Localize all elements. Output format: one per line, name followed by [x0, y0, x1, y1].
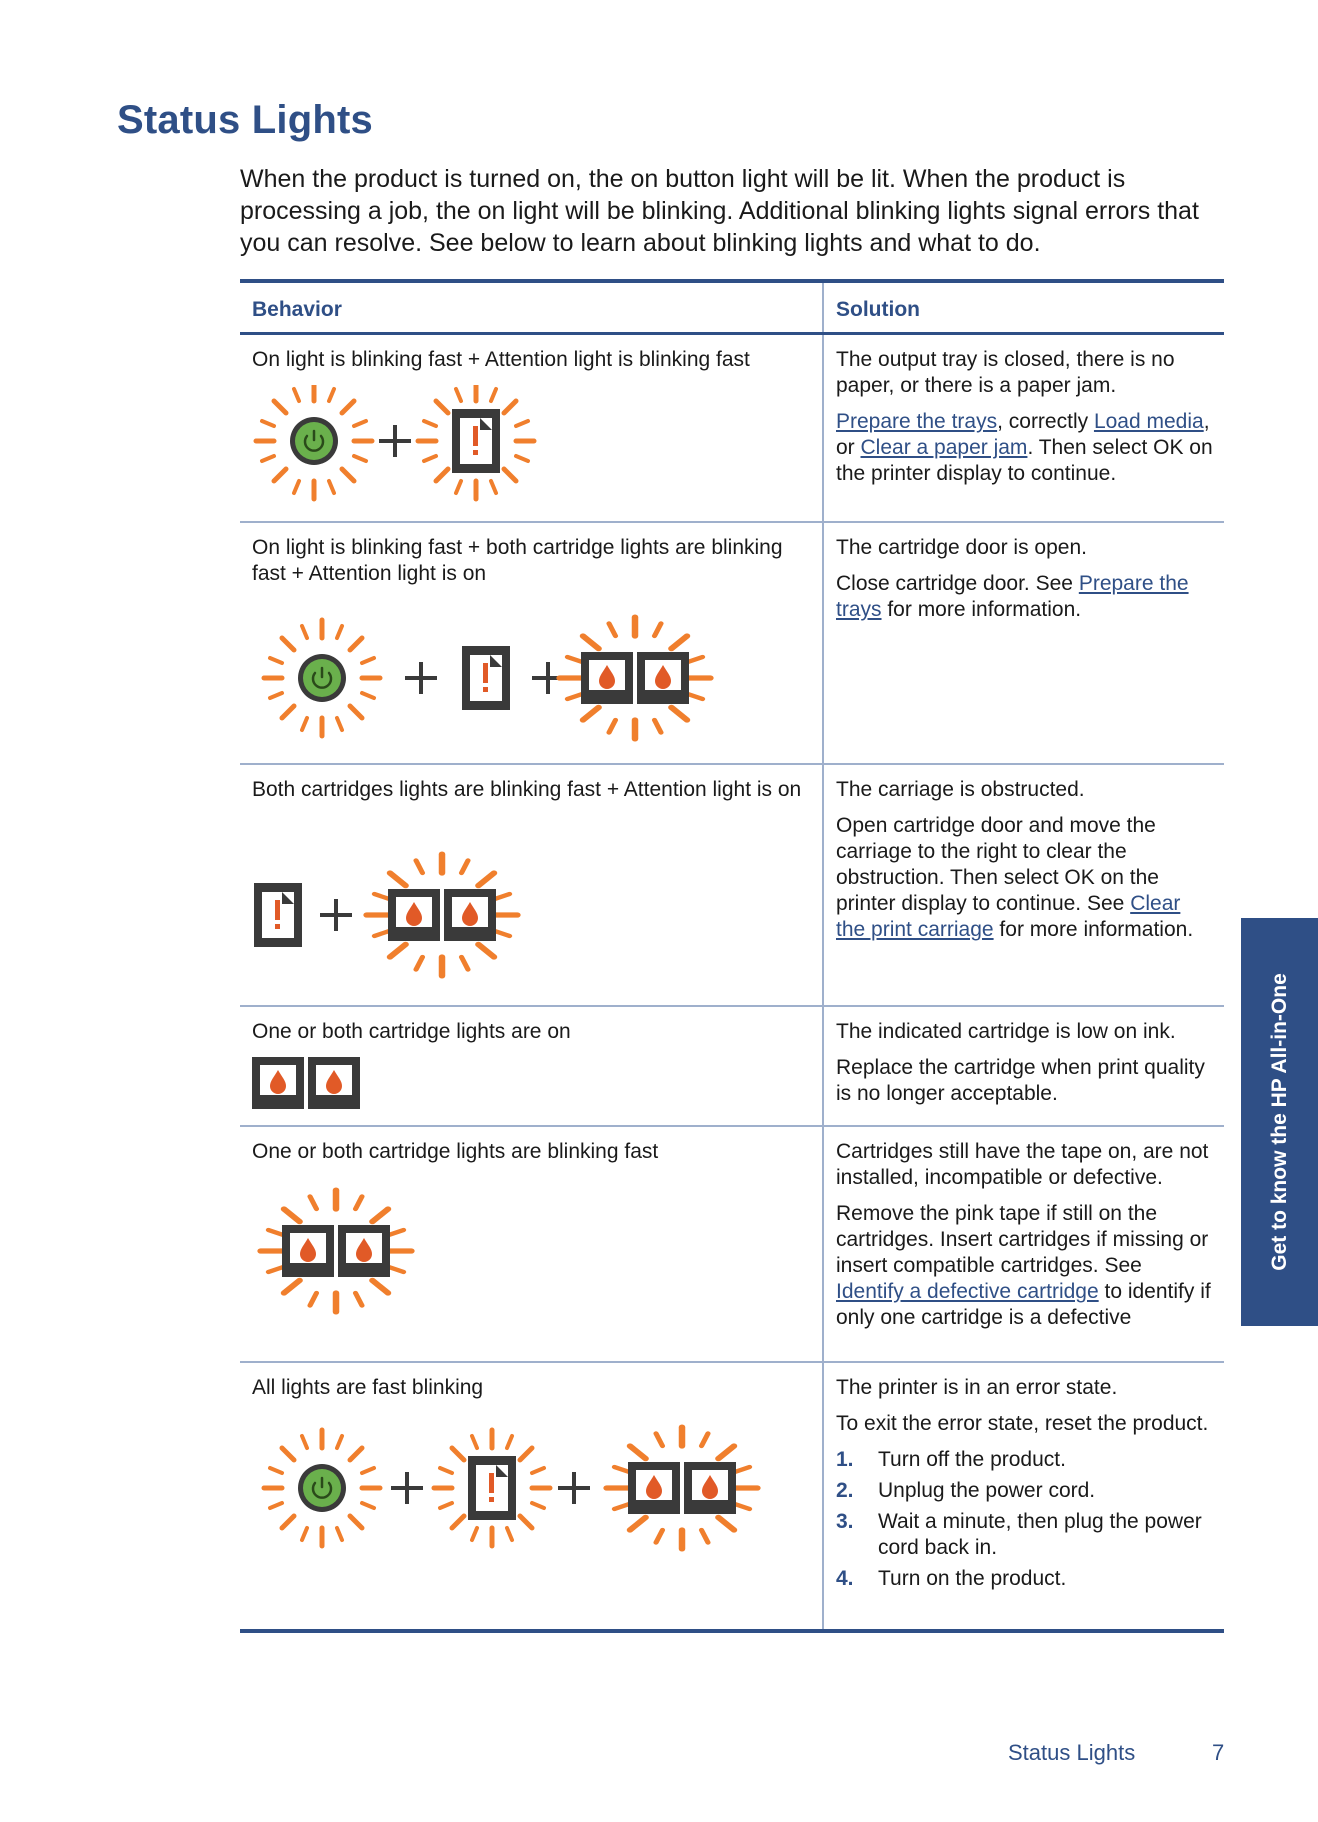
behavior-column-header: Behavior: [240, 283, 824, 332]
on-button-light-icon: [256, 385, 372, 499]
table-row: [240, 523, 1224, 765]
behavior-text: One or both cartridge lights are on: [252, 1020, 571, 1043]
reset-steps-list: [836, 1447, 1214, 1592]
solution-cell: [824, 1127, 1224, 1361]
light-icons: [252, 603, 772, 753]
attention-light-icon: [462, 646, 510, 710]
solution-text: To exit the error state, reset the product.: [836, 1412, 1209, 1435]
solution-cell: [824, 1007, 1224, 1125]
behavior-text: Both cartridges lights are blinking fast + Attention light is on: [252, 778, 802, 801]
cartridge-light-icon: [308, 1057, 360, 1109]
cartridge-lights-icon: [560, 617, 711, 739]
solution-column-header: Solution: [836, 298, 920, 321]
solution-cell: [824, 1363, 1224, 1629]
solution-text: Replace the cartridge when print quality is no longer acceptable.: [836, 1056, 1205, 1105]
solution-links-text: Open cartridge door and move the carriage to the right to clear the obstruction. Then select OK on the printer display to continue. See Clear the print carriage for more information.: [836, 814, 1194, 941]
behavior-text: One or both cartridge lights are blinking fast: [252, 1140, 659, 1163]
load-media-link[interactable]: Load media: [1093, 410, 1204, 433]
chapter-side-tab: [1241, 918, 1318, 1326]
solution-cell: [824, 765, 1224, 1005]
table-row: [240, 1363, 1224, 1629]
status-lights-table: [240, 279, 1224, 1633]
behavior-cell: [240, 1363, 824, 1629]
solution-text: Cartridges still have the tape on, are not installed, incompatible or defective.: [836, 1140, 1209, 1189]
table-row: [240, 765, 1224, 1007]
solution-text: The printer is in an error state.: [836, 1376, 1118, 1399]
solution-text: The indicated cartridge is low on ink.: [836, 1020, 1176, 1043]
behavior-text: On light is blinking fast + Attention light is blinking fast: [252, 348, 750, 371]
cartridge-lights-icon: [261, 1190, 412, 1312]
table-header: [240, 283, 1224, 335]
on-button-light-icon: [264, 620, 380, 736]
solution-text: The cartridge door is open.: [836, 536, 1087, 559]
list-item: 4. Turn on the product.: [836, 1567, 1067, 1590]
prepare-trays-link[interactable]: Prepare the trays: [836, 410, 998, 433]
behavior-cell: [240, 523, 824, 763]
footer-section-title: Status Lights: [1008, 1740, 1136, 1765]
plus-icon: [405, 662, 437, 694]
table-row: [240, 1007, 1224, 1127]
table-row: [240, 335, 1224, 523]
behavior-cell: [240, 765, 824, 1005]
solution-text: The output tray is closed, there is no paper, or there is a paper jam.: [836, 348, 1175, 397]
chapter-side-tab-label: Get to know the HP All-in-One: [1267, 973, 1291, 1271]
attention-light-icon: [254, 883, 302, 947]
cartridge-lights-icon: [367, 854, 518, 976]
light-icons: [252, 837, 552, 987]
identify-defective-cartridge-link[interactable]: Identify a defective cartridge: [836, 1280, 1099, 1303]
list-item: 1. Turn off the product.: [836, 1448, 1066, 1471]
solution-links-text: Prepare the trays, correctly Load media, or Clear a paper jam. Then select OK on the printer display to continue.: [836, 410, 1213, 485]
on-button-light-icon: [264, 1430, 380, 1546]
list-item: 3. Wait a minute, then plug the power cord back in.: [836, 1510, 1202, 1559]
clear-print-carriage-link[interactable]: Clear the print carriage: [836, 892, 1181, 941]
solution-links-text: Remove the pink tape if still on the cartridges. Insert cartridges if missing or insert compatible cartridges. See Identify a defective cartridge to identify if only one cartridge is a defective: [836, 1202, 1211, 1329]
solution-cell: [824, 523, 1224, 763]
attention-light-icon: [418, 385, 534, 499]
light-icons: [252, 385, 552, 505]
solution-links-text: Close cartridge door. See Prepare the trays for more information.: [836, 572, 1189, 621]
attention-light-icon: [434, 1430, 550, 1546]
light-icons: [252, 1053, 372, 1113]
behavior-cell: [240, 1127, 824, 1361]
footer-page-number: 7: [1212, 1740, 1225, 1765]
behavior-text: All lights are fast blinking: [252, 1376, 484, 1399]
plus-icon: [379, 425, 411, 457]
behavior-text: On light is blinking fast + both cartridge lights are blinking fast + Attention light is on: [252, 536, 783, 585]
cartridge-lights-icon: [607, 1427, 758, 1549]
solution-cell: [824, 335, 1224, 521]
list-item: 2. Unplug the power cord.: [836, 1479, 1096, 1502]
behavior-cell: [240, 335, 824, 521]
solution-text: The carriage is obstructed.: [836, 778, 1085, 801]
cartridge-light-icon: [252, 1057, 304, 1109]
page-title: Status Lights: [117, 98, 373, 142]
intro-paragraph: When the product is turned on, the on button light will be lit. When the product is processing a job, the on light will be blinking. Additional blinking lights signal errors that you can resolve. See below to learn about blinking lights and what to do.: [240, 165, 1199, 257]
behavior-cell: [240, 1007, 824, 1125]
table-row: [240, 1127, 1224, 1363]
light-icons: [252, 1179, 422, 1329]
light-icons: [252, 1413, 812, 1563]
plus-icon: [320, 899, 352, 931]
prepare-trays-link[interactable]: Prepare the trays: [836, 572, 1189, 621]
plus-icon: [558, 1472, 590, 1504]
plus-icon: [391, 1472, 423, 1504]
clear-paper-jam-link[interactable]: Clear a paper jam: [860, 436, 1028, 459]
